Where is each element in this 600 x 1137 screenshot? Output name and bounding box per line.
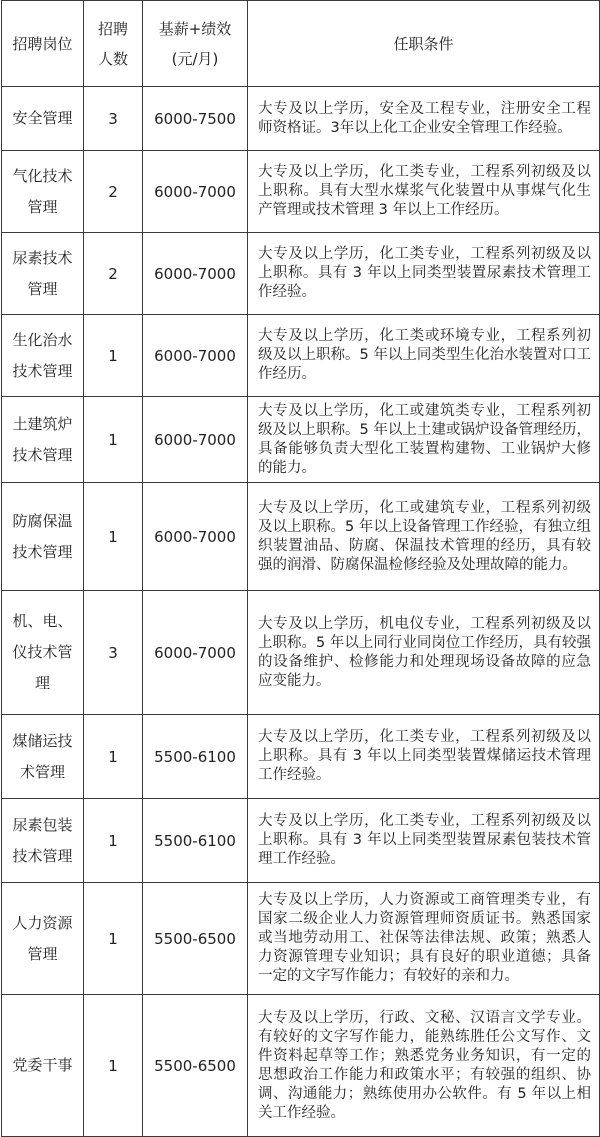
position-cell: 机、电、 仪技术管 理 (2, 591, 84, 715)
position-cell: 生化治水 技术管理 (2, 315, 84, 397)
count-cell: 1 (84, 715, 143, 799)
header-row (2, 1, 600, 87)
count-cell: 1 (84, 315, 143, 397)
position-cell: 土建筑炉 技术管理 (2, 397, 84, 483)
count-cell: 1 (84, 483, 143, 591)
requirements-cell: 大专及以上学历，行政、文秘、汉语言文学专业。有较好的文字写作能力，能熟练胜任公文写作、文件资料起草等工作；熟悉党务业务知识，有一定的思想政治工作能力和政策水平；有较强的组织、协调、沟通能力；熟练使用办公软件。有 5 年以上相关工作经验。 (248, 995, 600, 1137)
table-row (2, 799, 600, 883)
salary-cell: 6000-7000 (143, 483, 248, 591)
header-salary: 基薪+绩效 (元/月) (143, 1, 248, 87)
requirements-cell: 大专及以上学历，化工类专业，工程系列初级及以上职称。具有 3 年以上同类型装置煤储运技术管理工作经验。 (248, 715, 600, 799)
salary-cell: 6000-7500 (143, 87, 248, 151)
position-cell: 气化技术 管理 (2, 151, 84, 233)
count-cell: 1 (84, 799, 143, 883)
salary-cell: 5500-6100 (143, 799, 248, 883)
position-cell: 尿素技术 管理 (2, 233, 84, 315)
salary-cell: 6000-7000 (143, 233, 248, 315)
table-row (2, 715, 600, 799)
table-row (2, 397, 600, 483)
requirements-cell: 大专及以上学历，化工类专业，工程系列初级及以上职称。具有 3 年以上同类型装置尿素技术管理工作经验。 (248, 233, 600, 315)
table-row (2, 483, 600, 591)
table-row (2, 87, 600, 151)
table-row (2, 995, 600, 1137)
position-cell: 人力资源 管理 (2, 883, 84, 995)
header-count: 招聘 人数 (84, 1, 143, 87)
requirements-cell: 大专及以上学历，人力资源或工商管理类专业，有国家二级企业人力资源管理师资质证书。熟悉国家或当地劳动用工、社保等法律法规、政策；熟悉人力资源管理专业知识；具有良好的职业道德；具备一定的文字写作能力；有较好的亲和力。 (248, 883, 600, 995)
count-cell: 1 (84, 397, 143, 483)
position-cell: 党委干事 (2, 995, 84, 1137)
count-cell: 2 (84, 151, 143, 233)
recruitment-table (1, 0, 600, 1137)
salary-cell: 6000-7000 (143, 397, 248, 483)
count-cell: 1 (84, 883, 143, 995)
requirements-cell: 大专及以上学历，化工类专业，工程系列初级及以上职称。具有 3 年以上同类型装置尿素包装技术管理工作经验。 (248, 799, 600, 883)
requirements-cell: 大专及以上学历，安全及工程专业，注册安全工程师资格证。3年以上化工企业安全管理工作经验。 (248, 87, 600, 151)
header-position: 招聘岗位 (2, 1, 84, 87)
requirements-cell: 大专及以上学历，化工或建筑类专业，工程系列初级及以上职称。5 年以上土建或锅炉设备管理经历，具备能够负责大型化工装置构建物、工业锅炉大修的能力。 (248, 397, 600, 483)
requirements-cell: 大专及以上学历，化工类专业，工程系列初级及以上职称。具有大型水煤浆气化装置中从事煤气化生产管理或技术管理 3 年以上工作经历。 (248, 151, 600, 233)
table-row (2, 151, 600, 233)
count-cell: 3 (84, 87, 143, 151)
position-cell: 安全管理 (2, 87, 84, 151)
position-cell: 煤储运技 术管理 (2, 715, 84, 799)
count-cell: 3 (84, 591, 143, 715)
count-cell: 2 (84, 233, 143, 315)
requirements-cell: 大专及以上学历，化工类或环境专业，工程系列初级及以上职称。5 年以上同类型生化治水装置对口工作经历。 (248, 315, 600, 397)
salary-cell: 6000-7000 (143, 591, 248, 715)
header-requirements: 任职条件 (248, 1, 600, 87)
salary-cell: 6000-7000 (143, 151, 248, 233)
position-cell: 防腐保温 技术管理 (2, 483, 84, 591)
salary-cell: 5500-6100 (143, 715, 248, 799)
count-cell: 1 (84, 995, 143, 1137)
requirements-cell: 大专及以上学历，机电仪专业，工程系列初级及以上职称。5 年以上同行业同岗位工作经历，具有较强的设备维护、检修能力和处理现场设备故障的应急应变能力。 (248, 591, 600, 715)
salary-cell: 6000-7000 (143, 315, 248, 397)
salary-cell: 5500-6500 (143, 995, 248, 1137)
table-row (2, 315, 600, 397)
table-row (2, 883, 600, 995)
position-cell: 尿素包装 技术管理 (2, 799, 84, 883)
table-row (2, 591, 600, 715)
salary-cell: 5500-6500 (143, 883, 248, 995)
requirements-cell: 大专及以上学历，化工或建筑专业，工程系列初级及以上职称。5 年以上设备管理工作经验，有独立组织装置油品、防腐、保温技术管理的经历，具有较强的润滑、防腐保温检修经验及处理故障的能力。 (248, 483, 600, 591)
table-row (2, 233, 600, 315)
